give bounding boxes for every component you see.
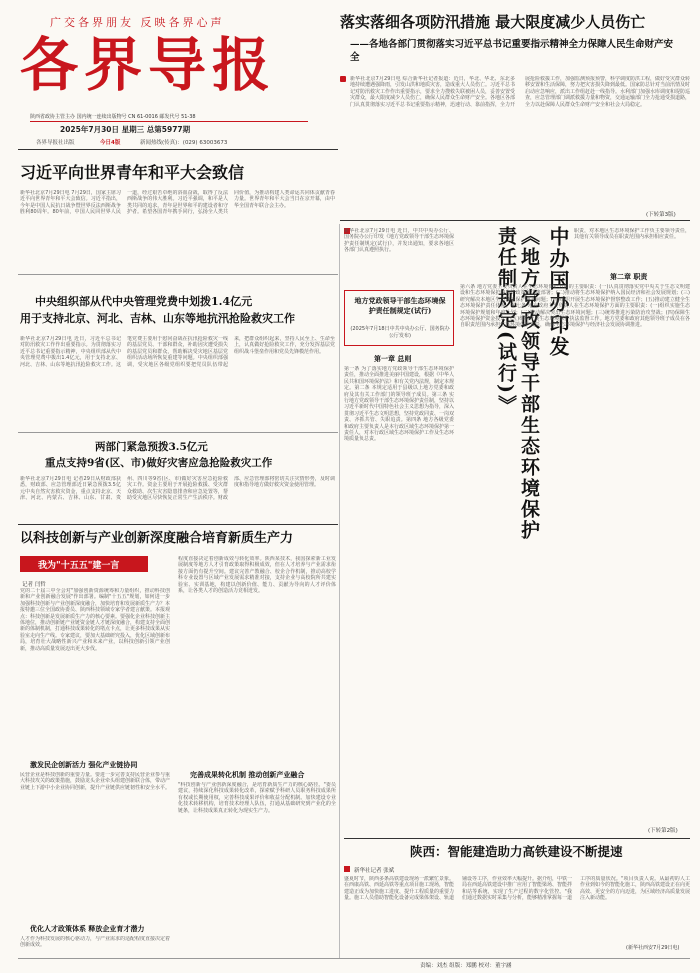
top-story-headline: 落实落细各项防汛措施 最大限度减少人员伤亡 [340,13,646,31]
two-depts-headline-2: 重点支持9省(区、市)做好灾害应急抢险救灾工作 [45,457,273,469]
innovation-top-rule [18,524,338,525]
ecology-col4-body2: 第六条 地方党委主要负责人在生态环境保护方面的主要职责：(一)认真贯彻落实党中央关于生态文明建设和生态环境保护的方针政策和决策部署；(二)推动将生态环境保护纳入国民经济和社会发展规划；(三)研究解决本地区生态环境保护重大问题；(四)组织开展生态环境保护督察整改工作；(五)推动建立健全生态环境保护责任体系。第七条 地方政府主要负责人在生态环境保护方面的主要职责：(一)组织实施生态环境保护规划和年度计划；(二)推动解决突出生态环境问题；(三)统筹推进污染防治攻坚战；(四)保障生态环境保护资金投入；(五)组织开展生态环境保护执法监督工作。地方党委和政府其他领导班子成员在各自职责范围内承担生态环境保护责任，确保生态环境保护与经济社会发展协调推进。 [460,284,690,329]
innovation-headline: 以科技创新与产业创新深度融合培育新质生产力 [20,531,294,546]
ecology-vertical-title-1: 中办国办印发 [546,226,570,358]
ecology-lead: 新华社北京7月29日电 近日，中共中央办公厅、国务院办公厅印发《地方党政领导干部生态环境保护责任制规定(试行)》，并发出通知，要求各地区各部门认真遵照执行。 [344,228,454,254]
central-fund-headline-2: 用于支持北京、河北、吉林、山东等地抗汛抢险救灾工作 [20,312,295,325]
ai-dateline: (新华社西安7月29日电) [626,945,680,951]
masthead-phone: 新闻热线(传真)：(029) 63003673 [140,140,228,146]
central-fund-rule [18,432,338,433]
innovation-sub1: 激发民企创新活力 强化产业链协同 [30,761,138,769]
two-depts-body: 新华社北京7月29日电 记者29日从财政部获悉，财政部、应急管理部近日紧急预拨3.5亿元中央自然灾害救灾资金，重点支持北京、天津、河北、内蒙古、吉林、山东、甘肃、贵州、四川等9省(区、市)做好灾害应急抢险救灾工作。资金主要用于开展抢险救援、受灾群众救助、次生灾害隐患排查和应急处置等，帮助受灾地区尽快恢复正常生产生活秩序。财政部、应急管理部将密切关注灾情形势，及时调度和指导地方做好救灾资金使用管理。 [20,476,335,502]
masthead-slogan: 广交各界朋友 反映各界心声 [50,16,225,29]
top-story-badge [340,76,346,82]
ecology-chapter1-body: 第一条 为了落实地方党政领导干部生态环境保护责任，推动全面推进美丽中国建设，根据《中华人民共和国环境保护法》和有关党内法规，制定本规定。第二条 本规定适用于县级以上地方党委和政府及其有关工作部门的领导班子成员。第三条 实行地方党政领导干部生态环境保护责任制，坚持以习近平新时代中国特色社会主义思想为指导，深入贯彻习近平生态文明思想，坚持党政同责、一岗双责、齐抓共管、失职追责。第四条 地方各级党委和政府主要负责人是本行政区域生态环境保护第一责任人，对本行政区域生态环境保护工作及生态环境质量负总责。 [344,366,454,443]
central-fund-body: 新华社北京7月29日电 近日，习近平总书记对防汛救灾工作作出重要指示。为贯彻落实习近平总书记重要指示精神，中央组织部从代中央管理党费中拨出1.4亿元，用于支持北京、河北、吉林、山东等地抗汛抢险救灾工作。这笔党费主要用于慰问奋战在抗汛抢险救灾一线的基层党员、干部和群众，补助因灾遭受损失的基层党员和群众，帮助解决受灾地区基层党组织活动场所恢复重建等问题。中央组织部强调，受灾地区各级党组织要把党员队伍带起来，把群众组织起来，坚持人民至上、生命至上，认真做好抢险救灾工作，充分发挥基层党组织战斗堡垒作用和党员先锋模范作用。 [20,336,335,368]
xi-youth-headline: 习近平向世界青年和平大会致信 [20,163,245,182]
ai-byline: 新华社记者 张斌 [354,868,395,874]
innovation-sub1-body: 民营企业是科技创新的重要力量。要进一步完善支持民营企业参与重大科技攻关的政策措施，鼓励龙头企业牵头组建创新联合体，带动产业链上下游中小企业协同创新，提升产业链供应链韧性和安全水平。 [20,772,170,791]
masthead-pages: 今日4版 [100,140,121,146]
ai-headline: 陕西：智能建造助力高铁建设不断提速 [410,844,623,859]
column-divider [339,224,340,959]
ecology-col4-body: 职责，对本地区生态环境保护工作负主要领导责任，其他有关领导成员在职责范围内承担相应责任。 [574,228,690,241]
masthead-date: 2025年7月30日 星期三 总第5977期 [60,125,191,134]
innovation-sub2-body: 人才作为科技发展的核心驱动力，与产业需求的适配程度直接决定着创新成效。 [20,936,170,949]
top-story-rule [340,220,690,221]
ai-badge [344,866,350,872]
ecology-chapter2: 第二章 职责 [610,273,648,281]
masthead-publisher: 各界导报社出版 [36,140,75,146]
footer-editors: 责编：刘杰 组版：郑鹏 校对：董宇涵 [420,963,512,969]
top-story-body: 新华社北京7月29日电 综合新华社记者报道：近日，华北、华北、东北多地持续遭遇强降雨，引发山洪和地质灾害，造成重大人员伤亡。习近平总书记对防汛救灾工作作出重要指示，要求全力搜救失联被困人员，妥善安置受灾群众，最大限度减少人员伤亡，确保人民群众生命财产安全。各地区各部门认真贯彻落实习近平总书记重要指示精神，迅速行动、靠前指挥，全力开展抢险救援工作，加强监测预报预警，科学调度防洪工程，做好受灾群众转移安置和生活保障，努力把灾害损失降到最低。国家防总针对当前汛情及时启动应急响应，派出工作组赶赴一线指导。水利部门加强水库调度和堤防巡查，应急管理部门调派救援力量和物资，交通运输部门全力抢通受损道路，全力以赴保障人民群众生命财产安全和社会大局稳定。 [350,76,690,108]
top-story-jump: (下转第3版) [646,212,676,218]
innovation-col2-body2: "科技创新与产业创新深度融合，是培育新质生产力的核心路径。"委员建议，持续深化科技成果转化改革，探索赋予科研人员职务科技成果所有权或长期使用权，完善科技成果评价和收益分配机制。加快建设专业化技术转移机构，培育技术经理人队伍，打通从基础研究到产业化的全链条，让科技成果真正转化为现实生产力。 [178,782,336,814]
central-fund-headline-1: 中央组织部从代中央管理党费中划拨1.4亿元 [35,295,253,308]
ecology-box-title: 地方党政领导干部生态环境保护责任制规定(试行) [354,296,446,315]
header-rule [18,149,338,150]
innovation-byline: 记者 闫哲 [22,582,46,588]
ecology-jump: (下转第2版) [648,828,678,834]
innovation-sub3: 完善成果转化机制 推动创新产业融合 [190,771,305,779]
top-story-subheadline: ——各地各部门贯彻落实习近平总书记重要指示精神全力保障人民生命财产安全 [350,39,674,63]
ecology-box-date: (2025年7月18日中共中央办公厅、国务院办公厅发布) [350,326,450,339]
innovation-col2-body: 程度直接决定着创新成效与转化效率。陕西某技术，我国探索新工业发展制度等地方人才引育政策取得积极成效，但在人才培养与产业需求衔接方面仍有提升空间。建议完善产教融合、校企合作机制，推动高校学科专业设置与区域产业发展需求精准对接，支持企业与高校院所共建实验室、实训基地，构建以创新价值、能力、贡献为导向的人才评价体系，让各类人才的创造活力竞相迸发。 [178,556,336,595]
two-depts-headline-1: 两部门紧急预拨3.5亿元 [95,441,208,453]
masthead-divider [30,121,308,122]
masthead-title: 各界导报 [20,31,277,99]
ai-top-rule [344,838,690,839]
innovation-body: 党的二十届三中全会对"加强创新资源统筹和力量组织，推动科技创新和产业创新融合发展"作出部署。编制"十五五"规划，如何进一步加强科技创新与产业创新深度融合，加快培育和发展新质生产力？本报特邀三位全国政协委员、陕西科技领域专家学者建言献策。本报观点：科技创新是发展新质生产力的核心要素。要强化企业科技创新主体地位，推动创新链产业链资金链人才链深度融合，构建支持全面创新的体制机制，打通科技成果转化的堵点卡点，让更多科技成果从实验室走向生产线。专家建议，要加大基础研究投入，优化区域创新布局，培育壮大战略性新兴产业和未来产业，以科技创新引领产业创新，推动高质量发展迈出更大步伐。 [20,588,170,652]
ecology-chapter1: 第一章 总则 [374,355,412,363]
xi-youth-body: 新华社北京7月29日电 7月29日，国家主席习近平向世界青年和平大会致信。习近平指出，今年是中国人民抗日战争暨世界反法西斯战争胜利80周年。80年前，中国人民同世界人民一道，经过艰苦卓绝的浴血奋战，取得了反法西斯战争的伟大胜利。习近平强调，和平是人类共同的追求，青年是世界和平的建设者和守护者。希望各国青年携手同行，弘扬全人类共同价值，为推动构建人类命运共同体贡献青春力量。世界青年和平大会当日在京开幕，由中华全国青年联合会主办。 [20,190,335,216]
xi-youth-rule [18,274,338,275]
innovation-tag: 我为"十五五"建一言 [38,561,120,571]
ai-body: 盛夏时节，陕西多条高铁建设现场一派繁忙景象。在西康高铁、西延高铁等重点项目施工现场，智能建造正成为加快施工进度、提升工程质量的重要力量。施工人员借助智能化设备完成梁体架设、轨道铺设等工序，作业效率大幅提升。据介绍，中铁一局在西延高铁建设中推广应用了智能梁场、智能拌和站等系统，实现了生产过程的数字化管控。"我们通过数据实时采集与分析，能够精准掌握每一道工序的质量状况。"项目负责人说。从最初的人工作业到如今的智能化施工，陕西高铁建设正在向更高效、更安全的方向迈进，为区域经济高质量发展注入新动能。 [344,876,690,902]
ecology-vertical-title-2: 《地方党政领导干部生态环境保护责任制规定(试行)》 [495,226,540,541]
footer-rule [18,958,690,959]
innovation-sub2: 优化人才政策体系 释放企业育才潜力 [30,925,145,933]
masthead-info: 陕西省政协主管主办 国内统一连续出版物号 CN 61-0016 邮发代号 51-38 [30,114,196,120]
